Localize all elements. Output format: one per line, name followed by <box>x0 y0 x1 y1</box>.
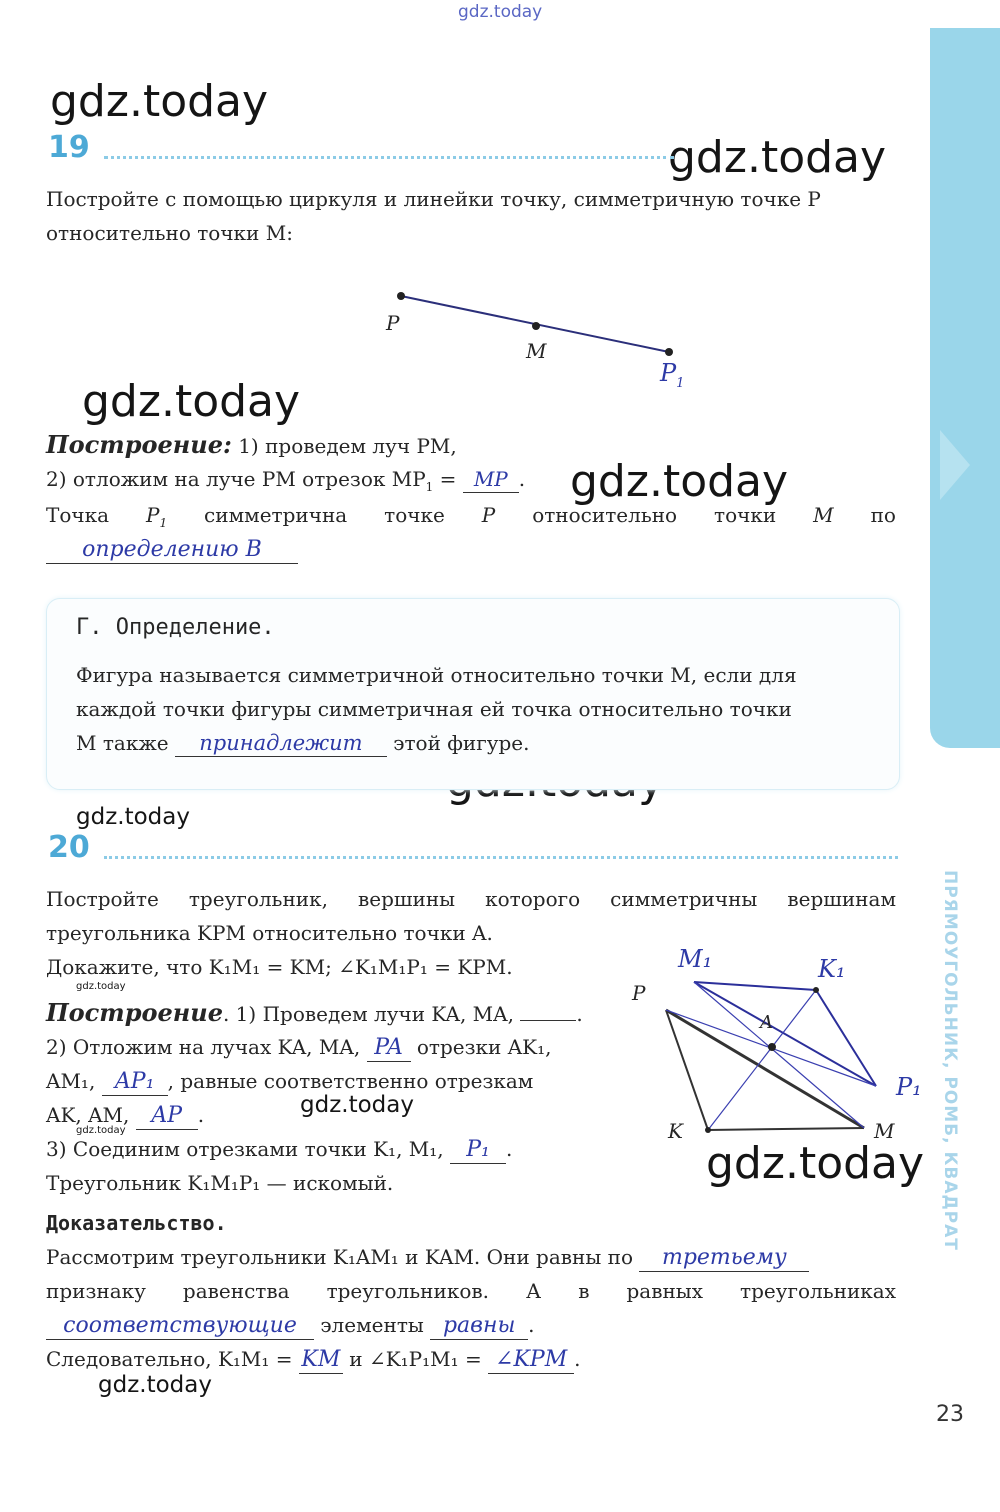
figure-label-p1: P₁ <box>896 1073 922 1101</box>
proof-text: признаку равенства треугольников. А в равных треугольниках <box>46 1279 896 1303</box>
watermark: gdz.today <box>300 1092 414 1118</box>
proof-text: соответствующие элементы равны . <box>46 1308 535 1342</box>
answer-field[interactable]: PA <box>367 1035 411 1062</box>
figure-label-k: K <box>668 1119 683 1143</box>
watermark: gdz.today <box>98 1372 212 1398</box>
point-label-p1: $P_1$ <box>660 359 685 391</box>
definition-text: каждой точки фигуры симметричная ей точка относительно точки <box>76 697 792 721</box>
watermark: gdz.today <box>668 132 887 183</box>
construction-step: Построение. 1) Проведем лучи KA, MA, . <box>46 998 583 1027</box>
construction-step: AM₁, AP₁ , равные соответственно отрезкам <box>46 1069 534 1094</box>
construction-label: Построение <box>46 998 223 1027</box>
sidebar-section-label: ПРЯМОУГОЛЬНИК, РОМБ, КВАДРАТ <box>940 870 960 1251</box>
point-label-p: P <box>386 311 400 335</box>
answer-field[interactable]: AP <box>136 1103 198 1130</box>
watermark-top: gdz.today <box>458 2 543 22</box>
answer-field[interactable]: равны <box>430 1313 528 1340</box>
answer-field[interactable]: P₁ <box>450 1137 506 1164</box>
task-prompt: Докажите, что K₁M₁ = KM; ∠K₁M₁P₁ = KPM. <box>46 955 513 979</box>
proof-heading: Доказательство. <box>46 1211 227 1235</box>
answer-field[interactable]: третьему <box>639 1245 809 1272</box>
answer-field[interactable]: AP₁ <box>102 1069 168 1096</box>
dotted-divider <box>104 156 674 159</box>
construction-label: Построение: <box>46 430 232 459</box>
answer-field[interactable]: KM <box>299 1347 343 1374</box>
triangle-figure <box>650 970 910 1140</box>
construction-step: 2) отложим на луче PM отрезок $MP_1$ = MP . <box>46 467 526 494</box>
watermark: gdz.today <box>76 981 126 992</box>
figure-label-a: A <box>760 1012 773 1033</box>
task-prompt: треугольника KPM относительно точки A. <box>46 921 493 945</box>
watermark: gdz.today <box>706 1138 925 1189</box>
proof-text: Рассмотрим треугольники K₁AM₁ и KAM. Они равны по третьему <box>46 1240 809 1274</box>
task-prompt: относительно точки M: <box>46 221 293 245</box>
watermark: gdz.today <box>50 76 269 127</box>
definition-heading: Г. Определение. <box>76 615 275 640</box>
construction-step: Треугольник K₁M₁P₁ — искомый. <box>46 1171 394 1195</box>
answer-field[interactable]: ∠KPM <box>488 1347 574 1374</box>
point-label-m: M <box>526 339 547 363</box>
figure-label-m: M <box>874 1119 895 1143</box>
answer-field[interactable]: MP <box>463 466 519 493</box>
watermark: gdz.today <box>76 804 190 830</box>
sidebar-band <box>930 28 1000 748</box>
task-prompt: Постройте с помощью циркуля и линейки точку, симметричную точке P <box>46 187 821 211</box>
definition-text: Фигура называется симметричной относительно точки M, если для <box>76 663 797 687</box>
figure-label-k1: K₁ <box>818 955 846 983</box>
figure-label-p: P <box>632 981 646 1005</box>
page-number: 23 <box>936 1402 964 1427</box>
answer-line <box>46 532 298 566</box>
watermark: gdz.today <box>570 456 789 507</box>
definition-text: M также принадлежит этой фигуре. <box>76 731 530 755</box>
sidebar-arrow-icon <box>940 430 980 500</box>
answer-field[interactable]: определению В <box>46 537 298 564</box>
construction-step: Построение: 1) проведем луч PM, <box>46 430 457 459</box>
answer-field[interactable] <box>520 1020 576 1021</box>
watermark: gdz.today <box>82 376 301 427</box>
construction-step: 3) Соединим отрезками точки K₁, M₁, P₁ . <box>46 1137 513 1162</box>
dotted-divider <box>104 856 898 859</box>
construction-step: AK, AM, AP . <box>46 1103 205 1128</box>
task-number: 19 <box>48 130 90 165</box>
task-prompt: Постройте треугольник, вершины которого симметричны вершинам <box>46 887 896 911</box>
figure-label-m1: M₁ <box>678 945 713 973</box>
watermark: gdz.today <box>76 1125 126 1136</box>
task-number: 20 <box>48 830 90 865</box>
answer-field[interactable]: принадлежит <box>175 730 387 757</box>
symmetry-sentence: Точка $P_1$ симметрична точке P относительно точки M по <box>46 503 896 530</box>
answer-field[interactable]: соответствующие <box>46 1313 314 1340</box>
proof-text: Следовательно, K₁M₁ = KM и ∠K₁P₁M₁ = ∠KPM . <box>46 1347 581 1372</box>
construction-step: 2) Отложим на лучах KA, MA, PA отрезки AK₁, <box>46 1035 552 1060</box>
